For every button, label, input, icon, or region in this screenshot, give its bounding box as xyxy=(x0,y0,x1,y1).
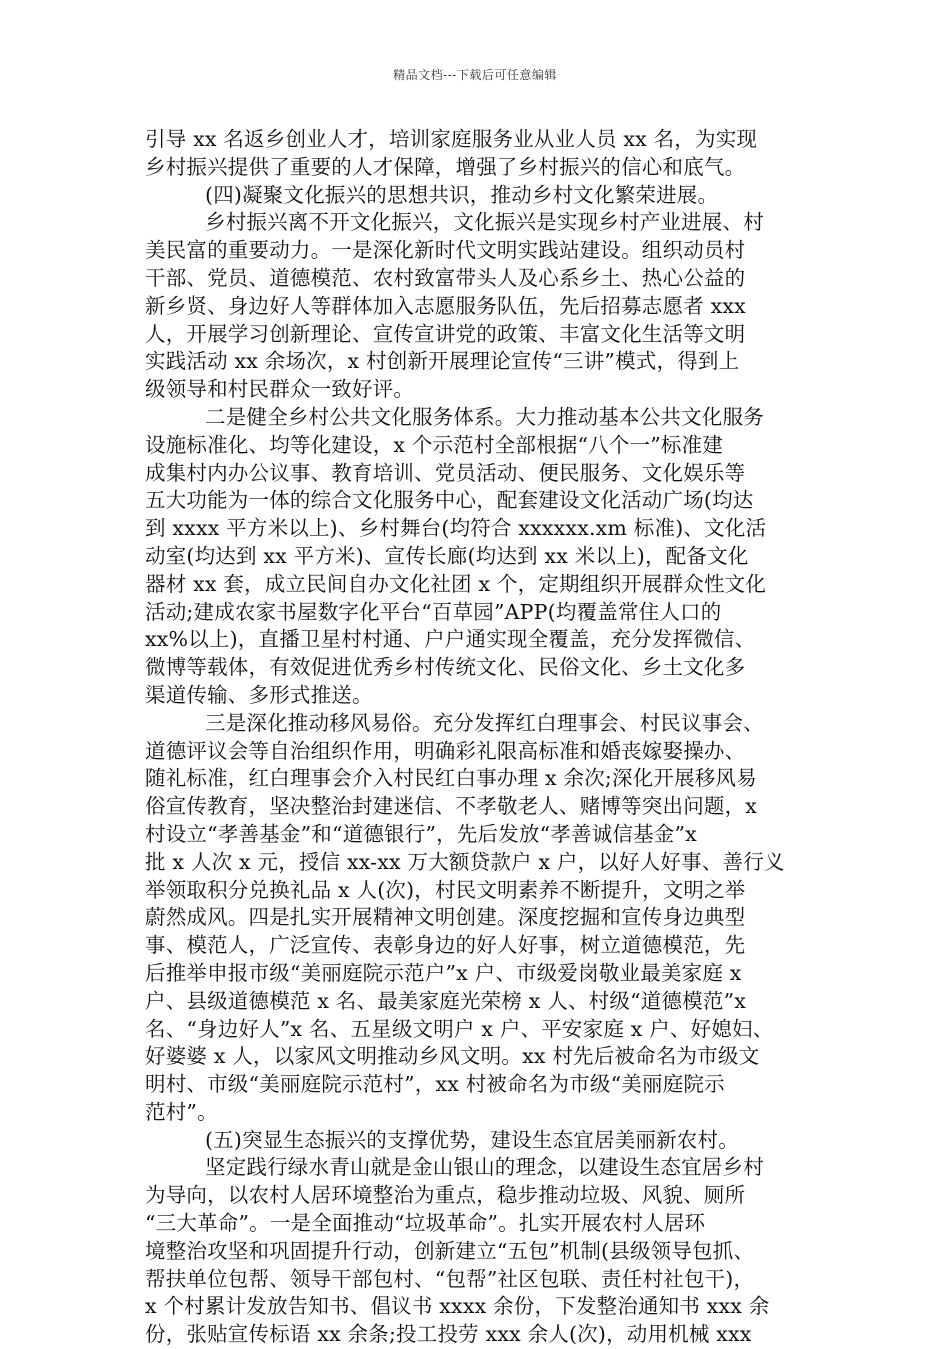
text-line: 道德评议会等自治组织作用，明确彩礼限高标准和婚丧嫁娶操办、 xyxy=(145,738,746,763)
document-body xyxy=(145,126,825,1349)
text-line: 份，张贴宣传标语 xx 余条;投工投劳 xxx 余人(次)，动用机械 xxx xyxy=(145,1322,752,1347)
text-line: 村设立“孝善基金”和“道德银行”，先后发放“孝善诚信基金”x xyxy=(145,821,697,846)
text-line: 活动;建成农家书屋数字化平台“百草园”APP(均覆盖常住人口的 xyxy=(145,599,722,624)
text-line: 户、县级道德模范 x 名、最美家庭光荣榜 x 人、村级“道德模范”x xyxy=(145,988,747,1013)
text-line: 蔚然成风。四是扎实开展精神文明创建。深度挖掘和宣传身边典型 xyxy=(145,905,746,930)
text-line: 批 x 人次 x 元，授信 xx-xx 万大额贷款户 x 户，以好人好事、善行义 xyxy=(145,849,785,874)
text-line: x 个村累计发放告知书、倡议书 xxxx 余份，下发整治通知书 xxx 余 xyxy=(145,1294,770,1319)
text-line: 境整治攻坚和巩固提升行动，创新建立“五包”机制(县级领导包抓、 xyxy=(145,1238,755,1263)
text-line: 到 xxxx 平方米以上)、乡村舞台(均符合 xxxxxx.xm 标准)、文化活 xyxy=(145,516,767,541)
text-line: 成集村内办公议事、教育培训、党员活动、便民服务、文化娱乐等 xyxy=(145,460,746,485)
text-line: 俗宣传教育，坚决整治封建迷信、不孝敬老人、赌博等突出问题，x xyxy=(145,794,758,819)
text-line: 渠道传输、多形式推送。 xyxy=(145,682,373,707)
text-line: (四)凝聚文化振兴的思想共识，推动乡村文化繁荣进展。 xyxy=(205,182,719,207)
text-line: 事、模范人，广泛宣传、表彰身边的好人好事，树立道德模范，先 xyxy=(145,933,746,958)
text-line: 干部、党员、道德模范、农村致富带头人及心系乡土、热心公益的 xyxy=(145,265,746,290)
text-line: 动室(均达到 xx 平方米)、宣传长廊(均达到 xx 米以上)，配备文化 xyxy=(145,543,749,568)
text-line: (五)突显生态振兴的支撑优势，建设生态宜居美丽新农村。 xyxy=(205,1127,739,1152)
text-line: 设施标准化、均等化建设，x 个示范村全部根据“八个一”标准建 xyxy=(145,432,724,457)
text-line: 乡村振兴离不开文化振兴，文化振兴是实现乡村产业进展、村 xyxy=(205,210,764,235)
text-line: 明村、市级“美丽庭院示范村”，xx 村被命名为市级“美丽庭院示 xyxy=(145,1072,725,1097)
text-line: 帮扶单位包帮、领导干部包村、“包帮”社区包联、责任村社包干)， xyxy=(145,1266,755,1291)
text-line: 微博等载体，有效促进优秀乡村传统文化、民俗文化、乡土文化多 xyxy=(145,655,746,680)
text-line: 好婆婆 x 人，以家风文明推动乡风文明。xx 村先后被命名为市级文 xyxy=(145,1044,760,1069)
text-line: 坚定践行绿水青山就是金山银山的理念，以建设生态宜居乡村 xyxy=(205,1155,764,1180)
text-line: 引导 xx 名返乡创业人才，培训家庭服务业从业人员 xx 名，为实现 xyxy=(145,127,758,151)
page-header: 精品文档---下载后可任意编辑 xyxy=(393,68,557,82)
text-line: 美民富的重要动力。一是深化新时代文明实践站建设。组织动员村 xyxy=(145,238,746,263)
text-line: 名、“身边好人”x 名、五星级文明户 x 户、平安家庭 x 户、好媳妇、 xyxy=(145,1016,774,1041)
text-line: 级领导和村民群众一致好评。 xyxy=(145,377,415,402)
text-line: 乡村振兴提供了重要的人才保障，增强了乡村振兴的信心和底气。 xyxy=(145,154,746,179)
text-line: 器材 xx 套，成立民间自办文化社团 x 个，定期组织开展群众性文化 xyxy=(145,571,767,596)
text-line: 随礼标准，红白理事会介入村民红白事办理 x 余次;深化开展移风易 xyxy=(145,766,757,791)
text-line: 举领取积分兑换礼品 x 人(次)，村民文明素养不断提升，文明之举 xyxy=(145,877,746,902)
text-line: 范村”。 xyxy=(145,1099,218,1124)
text-line: 五大功能为一体的综合文化服务中心，配套建设文化活动广场(均达 xyxy=(145,488,754,513)
text-line: 二是健全乡村公共文化服务体系。大力推动基本公共文化服务 xyxy=(205,404,764,429)
text-line: 新乡贤、身边好人等群体加入志愿服务队伍，先后招募志愿者 xxx xyxy=(145,293,746,318)
text-line: 三是深化推动移风易俗。充分发挥红白理事会、村民议事会、 xyxy=(205,710,764,735)
text-line: “三大革命”。一是全面推动“垃圾革命”。扎实开展农村人居环 xyxy=(145,1211,706,1236)
text-line: 人，开展学习创新理论、宣传宣讲党的政策、丰富文化生活等文明 xyxy=(145,321,746,346)
text-line: 为导向，以农村人居环境整治为重点，稳步推动垃圾、风貌、厕所 xyxy=(145,1183,746,1208)
text-line: 后推举申报市级“美丽庭院示范户”x 户、市级爱岗敬业最美家庭 x xyxy=(145,960,742,985)
text-line: xx%以上)，直播卫星村村通、户户通实现全覆盖，充分发挥微信、 xyxy=(145,627,756,652)
text-line: 实践活动 xx 余场次，x 村创新开展理论宣传“三讲”模式，得到上 xyxy=(145,349,740,374)
